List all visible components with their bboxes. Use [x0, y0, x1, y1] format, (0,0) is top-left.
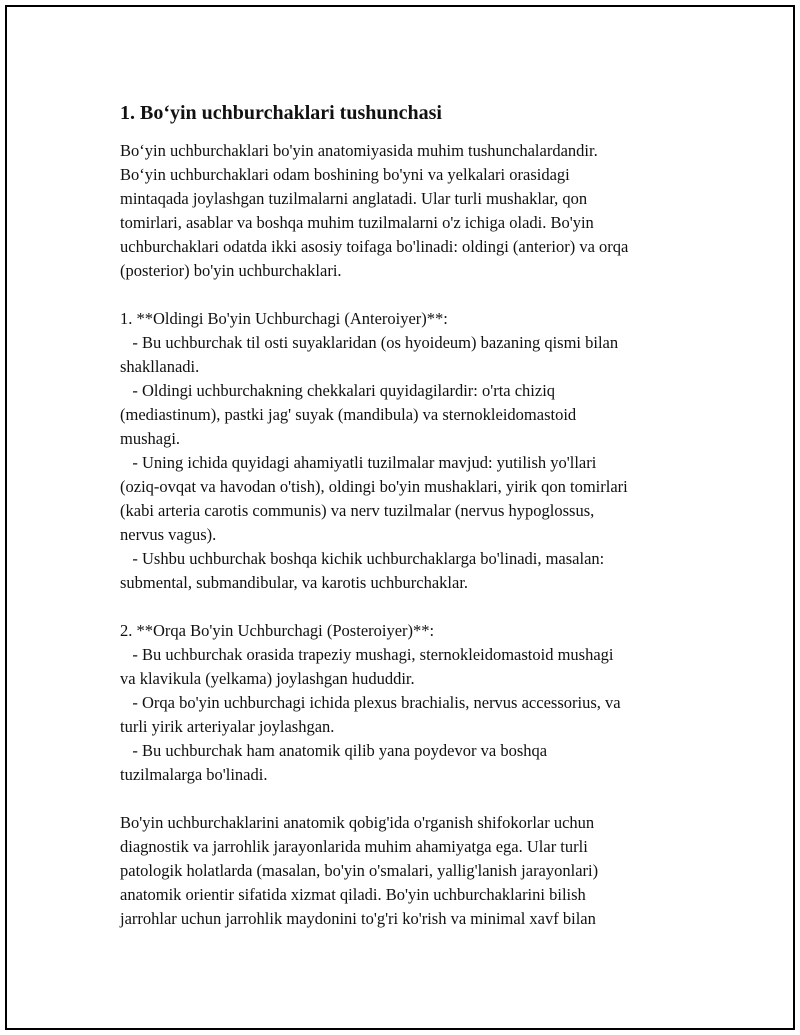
document-title: 1. Bo‘yin uchburchaklari tushunchasi: [120, 102, 442, 124]
paragraph-line: (oziq-ovqat va havodan o'tish), oldingi bo'yin mushaklari, yirik qon tomirlari: [120, 477, 628, 496]
blank-line: [120, 595, 680, 619]
paragraph-line: uchburchaklari odatda ikki asosiy toifaga bo'linadi: oldingi (anterior) va orqa: [120, 237, 629, 256]
paragraph-line: 2. **Orqa Bo'yin Uchburchagi (Posteroiyer)**:: [120, 621, 435, 640]
paragraph-line: - Oldingi uchburchakning chekkalari quyidagilardir: o'rta chiziq: [120, 381, 556, 400]
paragraph-line: Bo‘yin uchburchaklari bo'yin anatomiyasida muhim tushunchalardandir.: [120, 141, 598, 160]
paragraph-line: - Uning ichida quyidagi ahamiyatli tuzilmalar mavjud: yutilish yo'llari: [120, 453, 597, 472]
paragraph-line: (posterior) bo'yin uchburchaklari.: [120, 261, 342, 280]
document-body: [120, 139, 680, 931]
paragraph-line: (kabi arteria carotis communis) va nerv tuzilmalar (nervus hypoglossus,: [120, 501, 595, 520]
paragraph-line: submental, submandibular, va karotis uchburchaklar.: [120, 573, 469, 592]
paragraph-line: tuzilmalarga bo'linadi.: [120, 765, 268, 784]
paragraph-line: turli yirik arteriyalar joylashgan.: [120, 717, 335, 736]
paragraph-line: Bo‘yin uchburchaklari odam boshining bo'yni va yelkalari orasidagi: [120, 165, 570, 184]
paragraph-line: - Bu uchburchak ham anatomik qilib yana poydevor va boshqa: [120, 741, 548, 760]
paragraph-line: jarrohlar uchun jarrohlik maydonini to'g'ri ko'rish va minimal xavf bilan: [120, 909, 596, 928]
paragraph-line: nervus vagus).: [120, 525, 217, 544]
paragraph-line: - Orqa bo'yin uchburchagi ichida plexus brachialis, nervus accessorius, va: [120, 693, 621, 712]
paragraph-line: mushagi.: [120, 429, 181, 448]
paragraph-line: - Bu uchburchak til osti suyaklaridan (os hyoideum) bazaning qismi bilan: [120, 333, 619, 352]
page-frame: [5, 5, 795, 1030]
paragraph-line: shakllanadi.: [120, 357, 200, 376]
paragraph-line: diagnostik va jarrohlik jarayonlarida muhim ahamiyatga ega. Ular turli: [120, 837, 588, 856]
paragraph-line: va klavikula (yelkama) joylashgan hududdir.: [120, 669, 415, 688]
paragraph-line: anatomik orientir sifatida xizmat qiladi. Bo'yin uchburchaklarini bilish: [120, 885, 586, 904]
paragraph-line: mintaqada joylashgan tuzilmalarni anglatadi. Ular turli mushaklar, qon: [120, 189, 588, 208]
paragraph-line: patologik holatlarda (masalan, bo'yin o'smalari, yallig'lanish jarayonlari): [120, 861, 599, 880]
blank-line: [120, 283, 680, 307]
paragraph-line: Bo'yin uchburchaklarini anatomik qobig'ida o'rganish shifokorlar uchun: [120, 813, 595, 832]
document-content: [120, 100, 680, 931]
paragraph-line: 1. **Oldingi Bo'yin Uchburchagi (Anteroiyer)**:: [120, 309, 448, 328]
paragraph-line: (mediastinum), pastki jag' suyak (mandibula) va sternokleidomastoid: [120, 405, 577, 424]
paragraph-line: tomirlari, asablar va boshqa muhim tuzilmalarni o'z ichiga oladi. Bo'yin: [120, 213, 594, 232]
paragraph-line: - Bu uchburchak orasida trapeziy mushagi, sternokleidomastoid mushagi: [120, 645, 614, 664]
blank-line: [120, 787, 680, 811]
paragraph-line: - Ushbu uchburchak boshqa kichik uchburchaklarga bo'linadi, masalan:: [120, 549, 605, 568]
